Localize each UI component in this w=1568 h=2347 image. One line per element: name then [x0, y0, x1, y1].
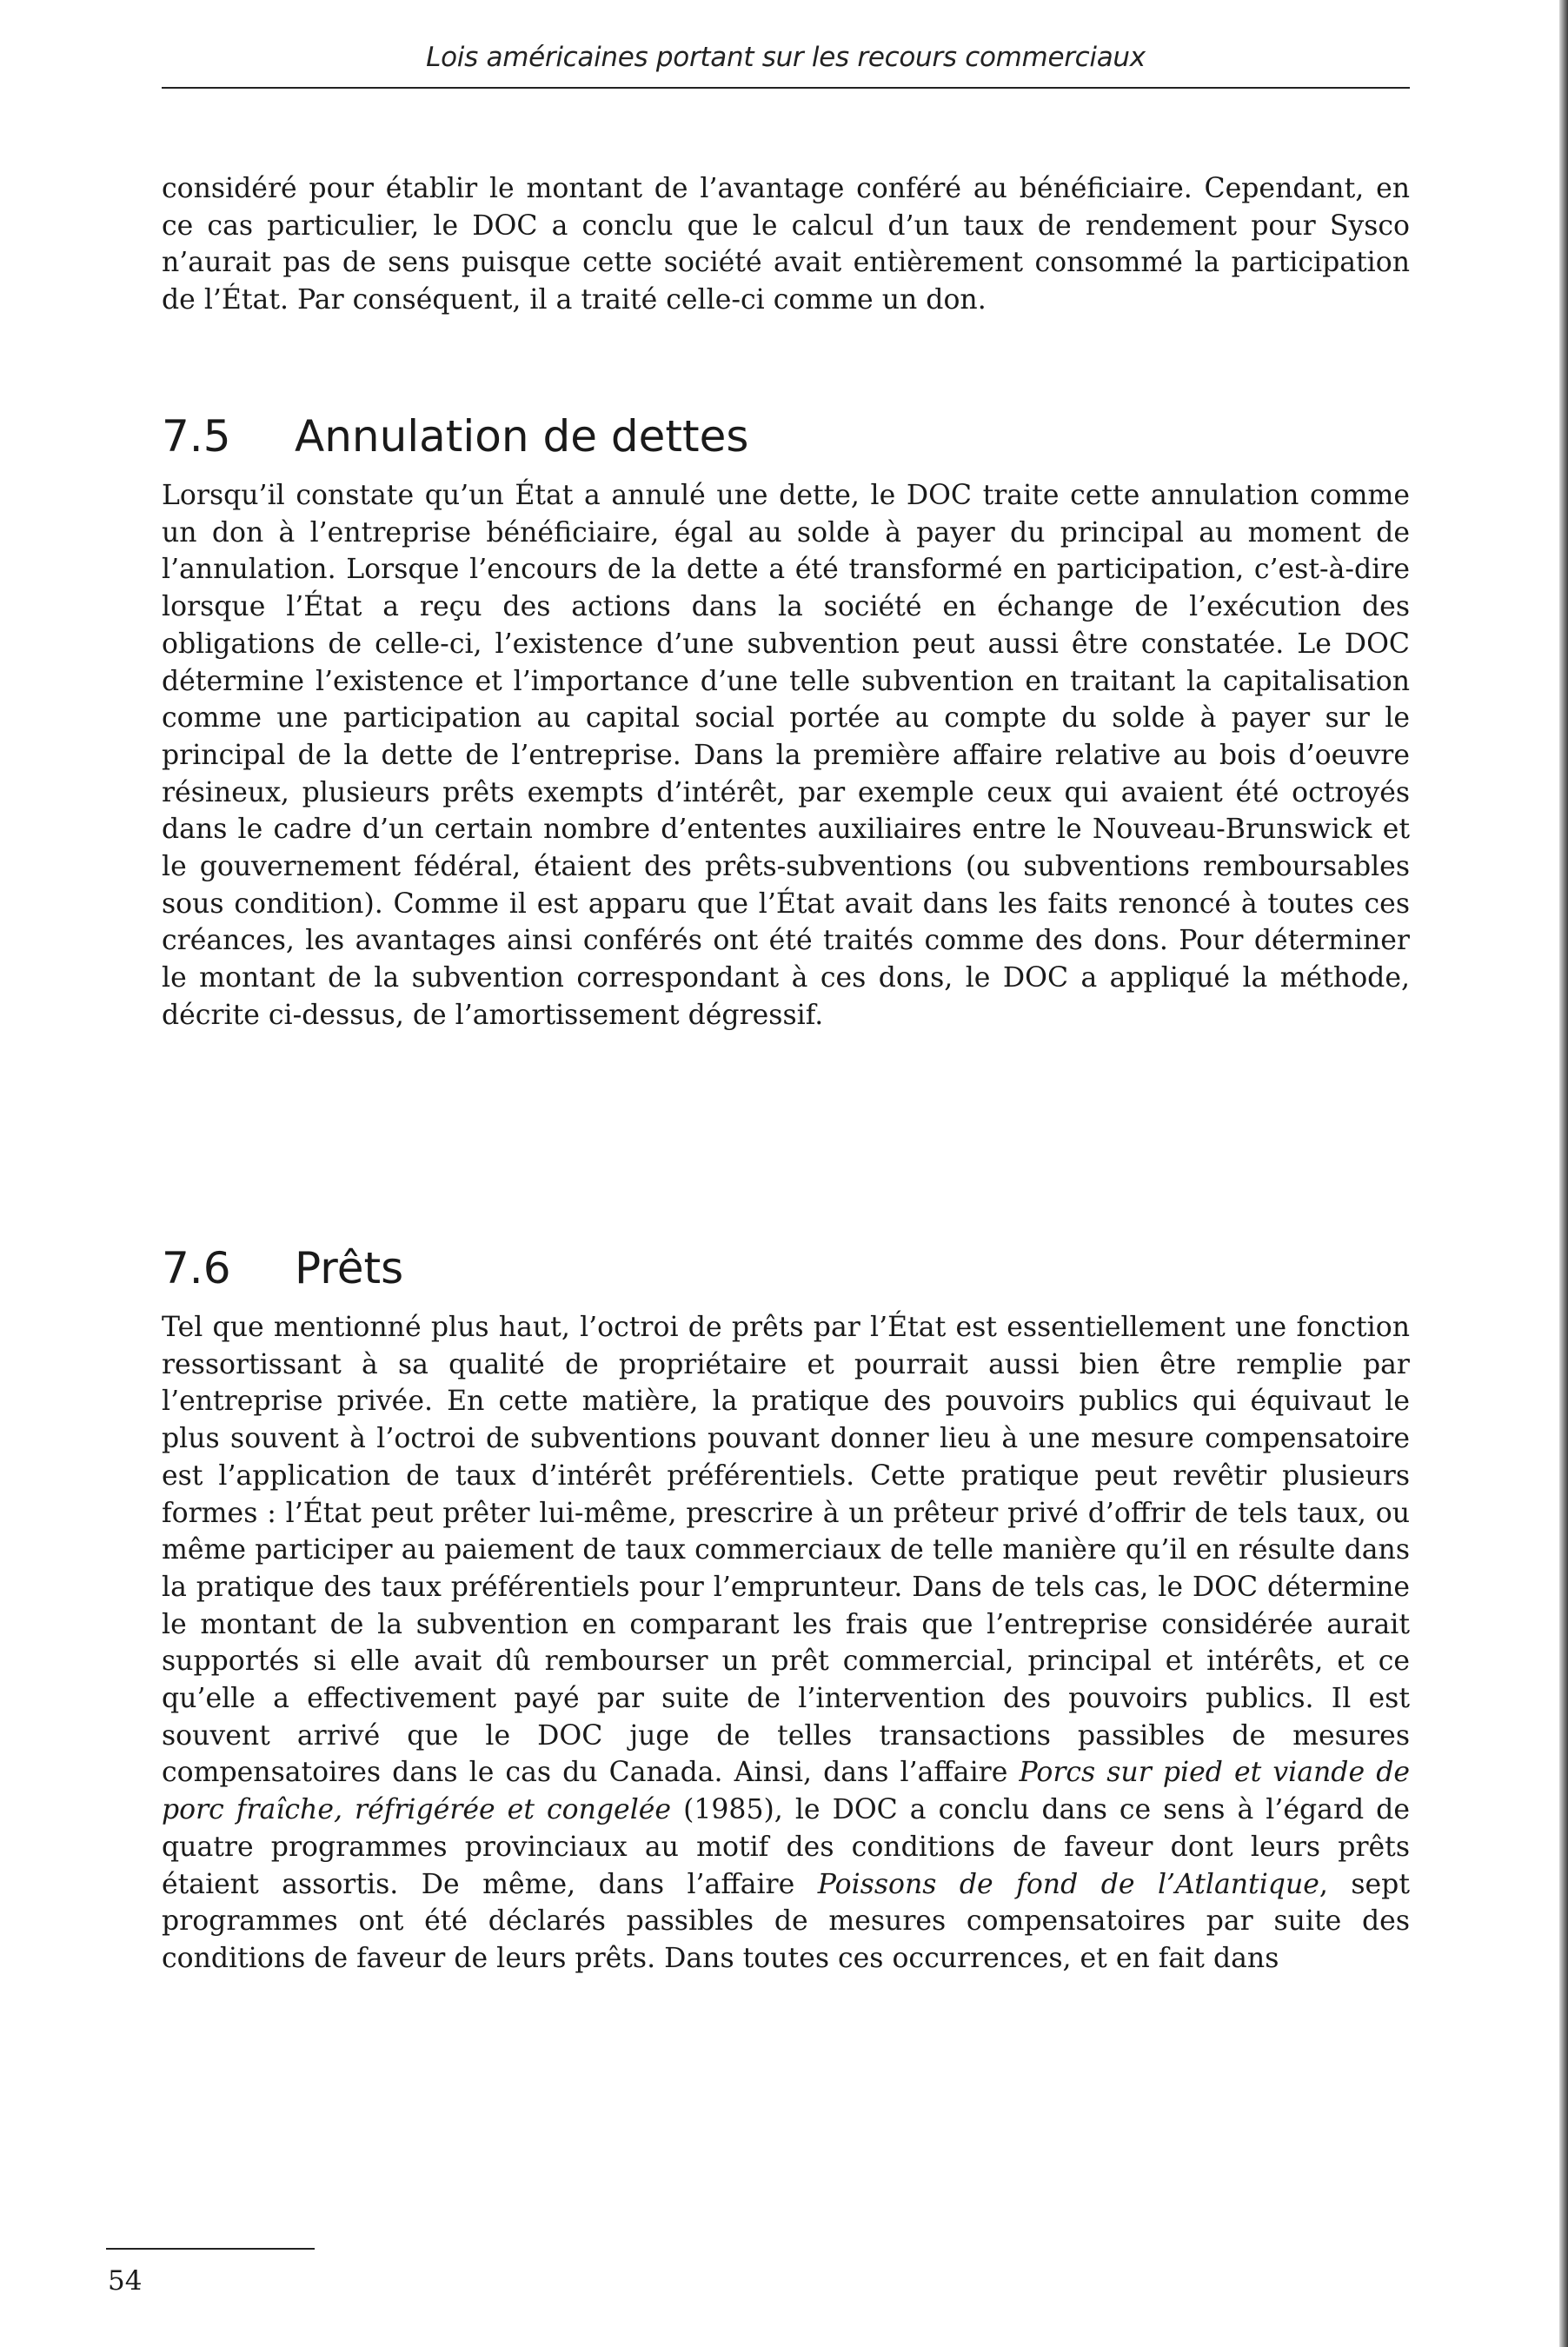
intro-paragraph: considéré pour établir le montant de l’avantage conféré au bénéficiaire. Cependant, en ce cas particulier, le DOC a conclu que le calcul d’un taux de rendement pour Sysco n’aurait pas de sens puisque cette société avait entièrement consommé la participation de l’État. Par conséquent, il a traité celle-ci comme un don. — [162, 173, 1410, 316]
section-7-6-paragraph — [162, 1309, 1410, 1978]
section-number: 7.6 — [162, 1243, 231, 1293]
case-title-poissons: Poissons de fond de l’Atlantique — [817, 1868, 1319, 1900]
case-title-porcs: Porcs sur pied et viande de porc fraîche, réfrigérée et congelée — [162, 1757, 1411, 1826]
page-edge-shadow — [1559, 0, 1568, 2347]
paragraph-text: (1985), le DOC a conclu dans ce sens à l’égard de quatre programmes provinciaux au motif des conditions de faveur dont leurs prêts étaient assortis. De même, dans l’affaire — [162, 1794, 1410, 1900]
paragraph-text: Tel que mentionné plus haut, l’octroi de prêts par l’État est essentiellement une fonction ressortissant à sa qualité de propriétaire et pourrait aussi bien être remplie par l’entreprise privée. En cette matière, la pratique des pouvoirs publics qui équivaut le plus souvent à l’octroi de subventions pouvant donner lieu à une mesure compensatoire est l’application de taux d’intérêt préférentiels. Cette pratique peut revêtir plusieurs formes : l’État peut prêter lui-même, prescrire à un prêteur privé d’offrir de tels taux, ou même participer au paiement de taux commerciaux de telle manière qu’il en résulte dans la pratique des taux préférentiels pour l’emprunteur. Dans de tels cas, le DOC détermine le montant de la subvention en comparant les frais que l’entreprise considérée aurait supportés si elle avait dû rembourser un prêt commercial, principal et intérêts, et ce qu’elle a effectivement payé par suite de l’intervention des pouvoirs publics. Il est souvent arrivé que le DOC juge de telles transactions passibles de mesures compensatoires dans le cas du Canada. Ainsi, dans l’affaire — [162, 1312, 1410, 1789]
section-title-text: Annulation de dettes — [295, 411, 749, 462]
running-header: Lois américaines portant sur les recours commerciaux — [426, 42, 1146, 73]
paragraph-text: , sept programmes ont été déclarés passibles de mesures compensatoires par suite des conditions de faveur de leurs prêts. Dans toutes ces occurrences, et en fait dans — [162, 1868, 1410, 1974]
section-heading-7-5 — [162, 410, 748, 462]
page-number: 54 — [108, 2265, 143, 2297]
section-heading-7-6 — [162, 1242, 403, 1294]
section-title-text: Prêts — [295, 1243, 404, 1293]
footnote-rule — [106, 2248, 315, 2250]
section-7-5-paragraph: Lorsqu’il constate qu’un État a annulé une dette, le DOC traite cette annulation comme un don à l’entreprise bénéficiaire, égal au solde à payer du principal au moment de l’annulation. Lorsque l’encours de la dette a été transformé en participation, c’est-à-dire lorsque l’État a reçu des actions dans la société en échange de l’exécution des obligations de celle-ci, l’existence d’une subvention peut aussi être constatée. Le DOC détermine l’existence et l’importance d’une telle subvention en traitant la capitalisation comme une participation au capital social portée au compte du solde à payer sur le principal de la dette de l’entreprise. Dans la première affaire relative au bois d’oeuvre résineux, plusieurs prêts exempts d’intérêt, par exemple ceux qui avaient été octroyés dans le cadre d’un certain nombre d’ententes auxiliaires entre le Nouveau-Brunswick et le gouvernement fédéral, étaient des prêts-subventions (ou subventions remboursables sous condition). Comme il est apparu que l’État avait dans les faits renoncé à toutes ces créances, les avantages ainsi conférés ont été traités comme des dons. Pour déterminer le montant de la subvention correspondant à ces dons, le DOC a appliqué la méthode, décrite ci-dessus, de l’amortissement dégressif. — [162, 480, 1410, 1031]
section-number: 7.5 — [162, 411, 231, 462]
header-rule — [162, 87, 1410, 89]
